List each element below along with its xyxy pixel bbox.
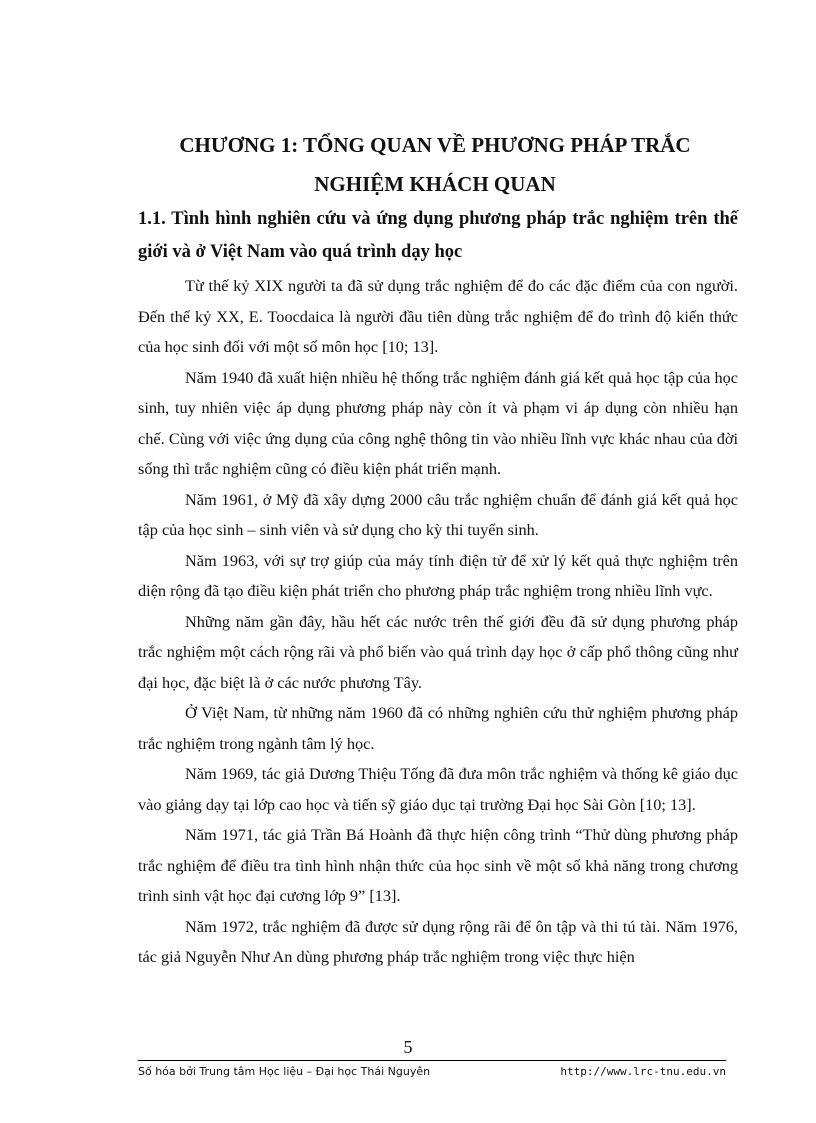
paragraph: Ở Việt Nam, từ những năm 1960 đã có những nghiên cứu thử nghiệm phương pháp trắc nghiệm trong ngành tâm lý học. [138,703,738,753]
paragraph: Năm 1961, ở Mỹ đã xây dựng 2000 câu trắc nghiệm chuẩn để đánh giá kết quả học tập của học sinh – sinh viên và sử dụng cho kỳ thi tuyển sinh. [138,489,738,539]
footer-source-text: Số hóa bởi Trung tâm Học liệu – Đại học Thái Nguyên [138,1065,431,1078]
chapter-title-line-1: CHƯƠNG 1: TỔNG QUAN VỀ PHƯƠNG PHÁP TRẮC [179,133,691,157]
section-heading: 1.1. Tình hình nghiên cứu và ứng dụng phương pháp trắc nghiệm trên thế giới và ở Việt Nam vào quá trình dạy học [138,209,738,262]
paragraph: Năm 1971, tác giả Trần Bá Hoành đã thực hiện công trình “Thử dùng phương pháp trắc nghiệm để điều tra tình hình nhận thức của học sinh về một số khả năng trong chương trình sinh vật học đại cương lớp 9” [13]. [138,825,738,905]
paragraph: Năm 1940 đã xuất hiện nhiều hệ thống trắc nghiệm đánh giá kết quả học tập của học sinh, tuy nhiên việc áp dụng phương pháp này còn ít và phạm vi áp dụng còn nhiều hạn chế. Cùng với việc ứng dụng của công nghệ thông tin vào nhiều lĩnh vực khác nhau của đời sống thì trắc nghiệm cũng có điều kiện phát triển mạnh. [138,367,738,478]
footer-divider [138,1060,726,1061]
footer-url: http://www.lrc-tnu.edu.vn [560,1065,726,1078]
paragraph: Năm 1969, tác giả Dương Thiệu Tống đã đưa môn trắc nghiệm và thống kê giáo dục vào giảng dạy tại lớp cao học và tiến sỹ giáo dục tại trường Đại học Sài Gòn [10; 13]. [138,764,738,814]
paragraph: Năm 1963, với sự trợ giúp của máy tính điện tử để xử lý kết quả thực nghiệm trên diện rộng đã tạo điều kiện phát triển cho phương pháp trắc nghiệm trong nhiều lĩnh vực. [138,550,738,600]
paragraph: Từ thế kỷ XIX người ta đã sử dụng trắc nghiệm để đo các đặc điểm của con người. Đến thế kỷ XX, E. Toocdaica là người đầu tiên dùng trắc nghiệm để đo trình độ kiến thức của học sinh đối với một số môn học [10; 13]. [138,276,738,356]
page-number: 5 [403,1037,413,1057]
chapter-title-line-2: NGHIỆM KHÁCH QUAN [314,172,556,196]
paragraph: Những năm gần đây, hầu hết các nước trên thế giới đều đã sử dụng phương pháp trắc nghiệm một cách rộng rãi và phổ biến vào quá trình dạy học ở cấp phổ thông cũng như đại học, đặc biệt là ở các nước phương Tây. [138,611,738,692]
paragraph: Năm 1972, trắc nghiệm đã được sử dụng rộng rãi để ôn tập và thi tú tài. Năm 1976, tác giả Nguyễn Như An dùng phương pháp trắc nghiệm trong việc thực hiện [138,916,738,966]
body-text [138,271,738,973]
